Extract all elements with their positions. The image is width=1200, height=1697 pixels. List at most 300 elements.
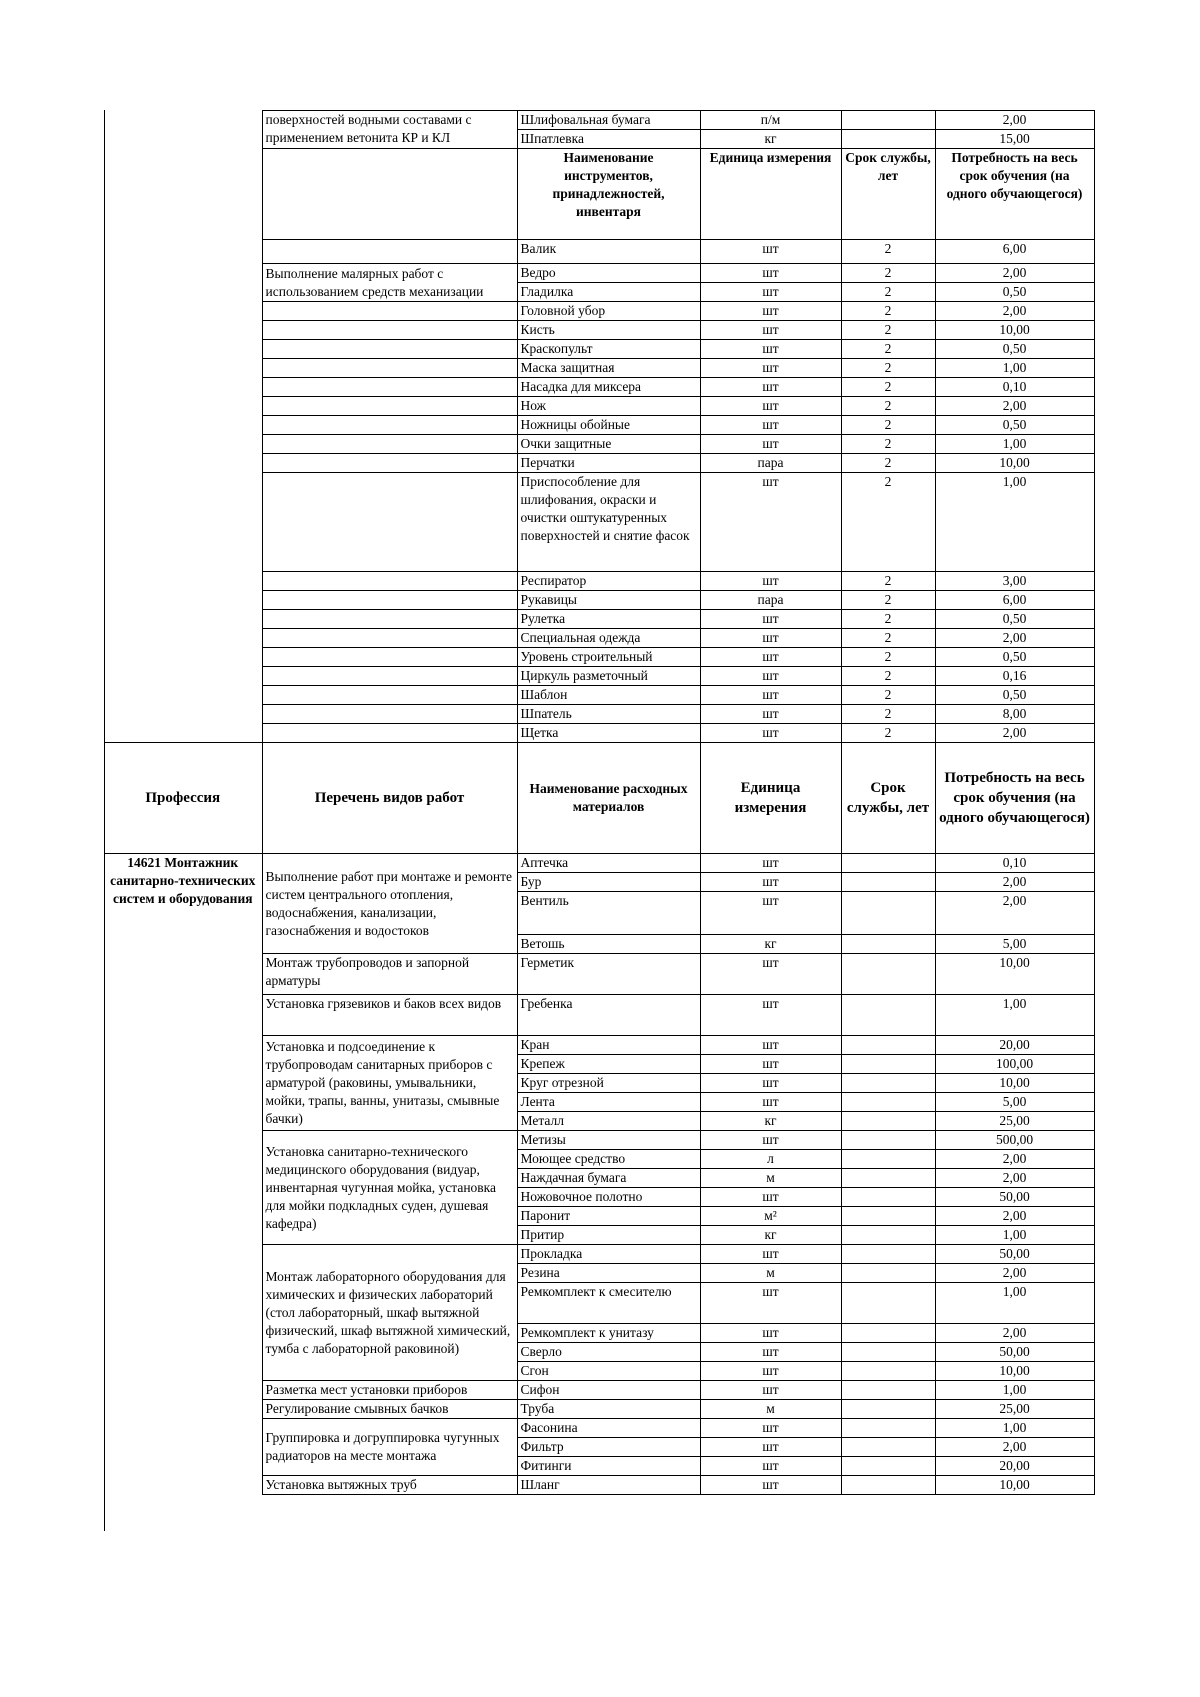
- service-cell: 2: [841, 629, 935, 648]
- work-cell-empty: [262, 686, 517, 705]
- service-cell: 2: [841, 240, 935, 264]
- requirements-table: [104, 110, 1095, 1495]
- unit-cell: шт: [700, 283, 841, 302]
- work-cell-empty: [262, 591, 517, 610]
- service-cell: 2: [841, 610, 935, 629]
- service-cell: 2: [841, 724, 935, 743]
- table-body: [104, 111, 1094, 1495]
- service-cell: 2: [841, 705, 935, 724]
- item-name-cell: Герметик: [517, 954, 700, 995]
- item-name-cell: Ножовочное полотно: [517, 1188, 700, 1207]
- unit-cell: шт: [700, 1362, 841, 1381]
- item-name-cell: Крепеж: [517, 1055, 700, 1074]
- profession-cell-empty: [104, 454, 262, 473]
- work-cell: Выполнение работ при монтаже и ремонте систем центрального отопления, водоснабжения, канализации, газоснабжения и водостоков: [262, 854, 517, 954]
- item-name-cell: Наждачная бумага: [517, 1169, 700, 1188]
- unit-cell: шт: [700, 378, 841, 397]
- unit-cell: шт: [700, 995, 841, 1036]
- unit-cell: пара: [700, 454, 841, 473]
- unit-cell: шт: [700, 397, 841, 416]
- profession-cell-empty: [104, 667, 262, 686]
- item-name-cell: Моющее средство: [517, 1150, 700, 1169]
- service-cell: [841, 1207, 935, 1226]
- service-cell: [841, 873, 935, 892]
- unit-cell: шт: [700, 705, 841, 724]
- need-cell: 1,00: [935, 435, 1094, 454]
- unit-cell: шт: [700, 686, 841, 705]
- item-name-cell: Респиратор: [517, 572, 700, 591]
- tools-header-row: [104, 149, 1094, 240]
- work-cell: Установка грязевиков и баков всех видов: [262, 995, 517, 1036]
- service-cell: [841, 1476, 935, 1495]
- work-cell: Монтаж лабораторного оборудования для химических и физических лабораторий (стол лабораторный, шкаф вытяжной физический, шкаф вытяжной химический, тумба с лабораторной раковиной): [262, 1245, 517, 1381]
- unit-cell: шт: [700, 667, 841, 686]
- unit-cell: пара: [700, 591, 841, 610]
- work-cell-empty: [262, 416, 517, 435]
- item-name-cell: Сгон: [517, 1362, 700, 1381]
- item-name-cell: Лента: [517, 1093, 700, 1112]
- work-cell-empty: [262, 610, 517, 629]
- header-works: Перечень видов работ: [262, 743, 517, 854]
- item-name-cell: Труба: [517, 1400, 700, 1419]
- work-cell: Монтаж трубопроводов и запорной арматуры: [262, 954, 517, 995]
- work-cell: Выполнение малярных работ с использованием средств механизации: [262, 264, 517, 302]
- need-cell: 2,00: [935, 1150, 1094, 1169]
- service-cell: [841, 1245, 935, 1264]
- service-cell: [841, 1188, 935, 1207]
- unit-cell: кг: [700, 130, 841, 149]
- header-unit: Единица измерения: [700, 149, 841, 240]
- need-cell: 2,00: [935, 302, 1094, 321]
- need-cell: 1,00: [935, 1381, 1094, 1400]
- item-name-cell: Металл: [517, 1112, 700, 1131]
- profession-cell-empty: [104, 302, 262, 321]
- work-cell: Группировка и догруппировка чугунных радиаторов на месте монтажа: [262, 1419, 517, 1476]
- unit-cell: п/м: [700, 111, 841, 130]
- item-name-cell: Аптечка: [517, 854, 700, 873]
- need-cell: 2,00: [935, 1169, 1094, 1188]
- header-need: Потребность на весь срок обучения (на одного обучающегося): [935, 149, 1094, 240]
- need-cell: 1,00: [935, 359, 1094, 378]
- table-row: [104, 397, 1094, 416]
- need-cell: 25,00: [935, 1112, 1094, 1131]
- unit-cell: шт: [700, 1036, 841, 1055]
- item-name-cell: Рукавицы: [517, 591, 700, 610]
- item-name-cell: Приспособление для шлифования, окраски и очистки оштукатуренных поверхностей и снятие фасок: [517, 473, 700, 572]
- service-cell: 2: [841, 473, 935, 572]
- item-name-cell: Ножницы обойные: [517, 416, 700, 435]
- item-name-cell: Гребенка: [517, 995, 700, 1036]
- table-row: [104, 648, 1094, 667]
- need-cell: 1,00: [935, 1419, 1094, 1438]
- need-cell: 10,00: [935, 321, 1094, 340]
- work-cell-empty: [262, 473, 517, 572]
- unit-cell: шт: [700, 610, 841, 629]
- table-row: [104, 435, 1094, 454]
- service-cell: [841, 1226, 935, 1245]
- work-cell-empty: [262, 378, 517, 397]
- profession-cell-empty: [104, 359, 262, 378]
- profession-cell-empty: [104, 397, 262, 416]
- work-cell-empty: [262, 454, 517, 473]
- unit-cell: шт: [700, 1476, 841, 1495]
- unit-cell: шт: [700, 892, 841, 935]
- unit-cell: кг: [700, 1112, 841, 1131]
- work-cell-empty: [262, 435, 517, 454]
- item-name-cell: Резина: [517, 1264, 700, 1283]
- need-cell: 0,16: [935, 667, 1094, 686]
- work-cell-empty: [262, 397, 517, 416]
- profession-cell-empty: [104, 572, 262, 591]
- item-name-cell: Сифон: [517, 1381, 700, 1400]
- need-cell: 2,00: [935, 1438, 1094, 1457]
- profession-cell: 14621 Монтажник санитарно-технических систем и оборудования: [110, 855, 256, 906]
- table-row: [104, 473, 1094, 572]
- need-cell: 20,00: [935, 1036, 1094, 1055]
- profession-cell-empty: [104, 416, 262, 435]
- unit-cell: шт: [700, 1343, 841, 1362]
- item-name-cell: Вентиль: [517, 892, 700, 935]
- need-cell: 20,00: [935, 1457, 1094, 1476]
- service-cell: 2: [841, 302, 935, 321]
- need-cell: 2,00: [935, 1207, 1094, 1226]
- need-cell: 2,00: [935, 873, 1094, 892]
- unit-cell: шт: [700, 240, 841, 264]
- unit-cell: шт: [700, 572, 841, 591]
- table-row: [104, 686, 1094, 705]
- table-row: [104, 111, 1094, 130]
- table-row: [104, 302, 1094, 321]
- need-cell: 5,00: [935, 935, 1094, 954]
- service-cell: [841, 1457, 935, 1476]
- service-cell: 2: [841, 283, 935, 302]
- unit-cell: шт: [700, 1245, 841, 1264]
- service-cell: [841, 1438, 935, 1457]
- need-cell: 0,50: [935, 686, 1094, 705]
- work-cell-empty: [262, 572, 517, 591]
- unit-cell: шт: [700, 1438, 841, 1457]
- need-cell: 100,00: [935, 1055, 1094, 1074]
- table-row: [104, 854, 1094, 873]
- need-cell: 10,00: [935, 1362, 1094, 1381]
- service-cell: [841, 1036, 935, 1055]
- work-cell: поверхностей водными составами с применением ветонита КР и КЛ: [262, 111, 517, 149]
- unit-cell: шт: [700, 1131, 841, 1150]
- item-name-cell: Маска защитная: [517, 359, 700, 378]
- service-cell: 2: [841, 340, 935, 359]
- need-cell: 10,00: [935, 1074, 1094, 1093]
- table-row: [104, 591, 1094, 610]
- item-name-cell: Уровень строительный: [517, 648, 700, 667]
- item-name-cell: Фасонина: [517, 1419, 700, 1438]
- work-cell-empty: [262, 667, 517, 686]
- item-name-cell: Насадка для миксера: [517, 378, 700, 397]
- unit-cell: шт: [700, 1093, 841, 1112]
- header-materials: Наименование расходных материалов: [517, 743, 700, 854]
- profession-cell-empty: [104, 321, 262, 340]
- need-cell: 0,50: [935, 340, 1094, 359]
- item-name-cell: Кран: [517, 1036, 700, 1055]
- service-cell: [841, 1264, 935, 1283]
- service-cell: 2: [841, 264, 935, 283]
- item-name-cell: Ремкомплект к смесителю: [517, 1283, 700, 1324]
- table-row: [104, 610, 1094, 629]
- work-cell: Разметка мест установки приборов: [262, 1381, 517, 1400]
- item-name-cell: Специальная одежда: [517, 629, 700, 648]
- need-cell: 0,50: [935, 610, 1094, 629]
- profession-cell-empty: [104, 629, 262, 648]
- header-service: Срок службы, лет: [841, 743, 935, 854]
- profession-cell-empty: [104, 473, 262, 572]
- item-name-cell: Головной убор: [517, 302, 700, 321]
- need-cell: 0,50: [935, 283, 1094, 302]
- service-cell: 2: [841, 667, 935, 686]
- service-cell: [841, 1150, 935, 1169]
- profession-cell-empty: [104, 111, 262, 130]
- item-name-cell: Метизы: [517, 1131, 700, 1150]
- service-cell: 2: [841, 416, 935, 435]
- service-cell: 2: [841, 378, 935, 397]
- need-cell: 2,00: [935, 397, 1094, 416]
- table-row: [104, 454, 1094, 473]
- unit-cell: шт: [700, 435, 841, 454]
- service-cell: 2: [841, 648, 935, 667]
- profession-cell-empty: [104, 686, 262, 705]
- need-cell: 2,00: [935, 264, 1094, 283]
- need-cell: 1,00: [935, 995, 1094, 1036]
- item-name-cell: Шпатлевка: [517, 130, 700, 149]
- service-cell: [841, 995, 935, 1036]
- need-cell: 2,00: [935, 1264, 1094, 1283]
- item-name-cell: Шпатель: [517, 705, 700, 724]
- table-row: [104, 264, 1094, 283]
- item-name-cell: Шлифовальная бумага: [517, 111, 700, 130]
- profession-cell-empty: [104, 130, 262, 149]
- service-cell: [841, 1381, 935, 1400]
- unit-cell: шт: [700, 416, 841, 435]
- item-name-cell: Бур: [517, 873, 700, 892]
- table-row: [104, 629, 1094, 648]
- service-cell: [841, 1074, 935, 1093]
- unit-cell: шт: [700, 854, 841, 873]
- item-name-cell: Фитинги: [517, 1457, 700, 1476]
- service-cell: [841, 1131, 935, 1150]
- item-name-cell: Притир: [517, 1226, 700, 1245]
- service-cell: [841, 1169, 935, 1188]
- profession-cell-empty: [104, 264, 262, 283]
- profession-cell-empty: [104, 591, 262, 610]
- item-name-cell: Круг отрезной: [517, 1074, 700, 1093]
- item-name-cell: Рулетка: [517, 610, 700, 629]
- unit-cell: шт: [700, 724, 841, 743]
- work-cell-empty: [262, 629, 517, 648]
- work-cell: Установка санитарно-технического медицинского оборудования (видуар, инвентарная чугунная мойка, установка для мойки подкладных суден, душевая кафедра): [262, 1131, 517, 1245]
- service-cell: 2: [841, 454, 935, 473]
- service-cell: 2: [841, 321, 935, 340]
- item-name-cell: Краскопульт: [517, 340, 700, 359]
- profession-cell-empty: [104, 283, 262, 302]
- unit-cell: шт: [700, 629, 841, 648]
- profession-cell-empty: [104, 610, 262, 629]
- need-cell: 1,00: [935, 1283, 1094, 1324]
- need-cell: 2,00: [935, 724, 1094, 743]
- need-cell: 0,10: [935, 854, 1094, 873]
- table-row: [104, 667, 1094, 686]
- service-cell: [841, 1055, 935, 1074]
- unit-cell: м: [700, 1169, 841, 1188]
- unit-cell: шт: [700, 1419, 841, 1438]
- item-name-cell: Ветошь: [517, 935, 700, 954]
- service-cell: [841, 1362, 935, 1381]
- work-cell-empty: [262, 359, 517, 378]
- profession-cell-empty: [104, 378, 262, 397]
- table-row: [104, 321, 1094, 340]
- need-cell: 0,50: [935, 648, 1094, 667]
- unit-cell: шт: [700, 873, 841, 892]
- service-cell: [841, 954, 935, 995]
- item-name-cell: Гладилка: [517, 283, 700, 302]
- unit-cell: шт: [700, 1324, 841, 1343]
- work-cell-empty: [262, 340, 517, 359]
- item-name-cell: Нож: [517, 397, 700, 416]
- item-name-cell: Шаблон: [517, 686, 700, 705]
- service-cell: [841, 130, 935, 149]
- need-cell: 10,00: [935, 954, 1094, 995]
- unit-cell: м: [700, 1264, 841, 1283]
- need-cell: 50,00: [935, 1343, 1094, 1362]
- service-cell: [841, 1400, 935, 1419]
- main-header-row: [104, 743, 1094, 854]
- service-cell: 2: [841, 572, 935, 591]
- service-cell: [841, 1343, 935, 1362]
- work-cell-empty: [262, 302, 517, 321]
- unit-cell: шт: [700, 473, 841, 572]
- unit-cell: шт: [700, 321, 841, 340]
- profession-cell-empty: [104, 149, 262, 240]
- profession-cell-empty: [104, 435, 262, 454]
- unit-cell: шт: [700, 359, 841, 378]
- need-cell: 2,00: [935, 111, 1094, 130]
- unit-cell: шт: [700, 648, 841, 667]
- need-cell: 15,00: [935, 130, 1094, 149]
- table-row: [104, 283, 1094, 302]
- need-cell: 0,50: [935, 416, 1094, 435]
- need-cell: 5,00: [935, 1093, 1094, 1112]
- need-cell: 1,00: [935, 473, 1094, 572]
- service-cell: [841, 1112, 935, 1131]
- unit-cell: шт: [700, 954, 841, 995]
- unit-cell: шт: [700, 1457, 841, 1476]
- service-cell: [841, 935, 935, 954]
- work-cell-empty: [262, 705, 517, 724]
- item-name-cell: Перчатки: [517, 454, 700, 473]
- item-name-cell: Кисть: [517, 321, 700, 340]
- item-name-cell: Шланг: [517, 1476, 700, 1495]
- unit-cell: л: [700, 1150, 841, 1169]
- table-row: [104, 724, 1094, 743]
- unit-cell: м²: [700, 1207, 841, 1226]
- work-cell-empty: [262, 648, 517, 667]
- need-cell: 6,00: [935, 591, 1094, 610]
- unit-cell: шт: [700, 264, 841, 283]
- table-row: [104, 378, 1094, 397]
- profession-cell-empty: [104, 705, 262, 724]
- unit-cell: шт: [700, 340, 841, 359]
- table-row: [104, 240, 1094, 264]
- work-cell-empty: [262, 149, 517, 240]
- service-cell: [841, 1093, 935, 1112]
- need-cell: 500,00: [935, 1131, 1094, 1150]
- service-cell: [841, 892, 935, 935]
- service-cell: [841, 111, 935, 130]
- need-cell: 2,00: [935, 892, 1094, 935]
- header-profession: Профессия: [104, 743, 262, 854]
- work-cell-empty: [262, 240, 517, 264]
- table-row: [104, 416, 1094, 435]
- unit-cell: шт: [700, 1055, 841, 1074]
- service-cell: 2: [841, 591, 935, 610]
- item-name-cell: Паронит: [517, 1207, 700, 1226]
- profession-cell-empty: [104, 648, 262, 667]
- service-cell: [841, 1419, 935, 1438]
- need-cell: 25,00: [935, 1400, 1094, 1419]
- item-name-cell: Циркуль разметочный: [517, 667, 700, 686]
- table-row: [104, 572, 1094, 591]
- service-cell: [841, 854, 935, 873]
- need-cell: 2,00: [935, 1324, 1094, 1343]
- work-cell: Установка вытяжных труб: [262, 1476, 517, 1495]
- service-cell: 2: [841, 686, 935, 705]
- unit-cell: кг: [700, 935, 841, 954]
- item-name-cell: Валик: [517, 240, 700, 264]
- unit-cell: м: [700, 1400, 841, 1419]
- unit-cell: кг: [700, 1226, 841, 1245]
- need-cell: 2,00: [935, 629, 1094, 648]
- header-tools-name: Наименование инструментов, принадлежностей, инвентаря: [517, 149, 700, 240]
- table-row: [104, 705, 1094, 724]
- need-cell: 50,00: [935, 1245, 1094, 1264]
- service-cell: [841, 1324, 935, 1343]
- work-cell: Регулирование смывных бачков: [262, 1400, 517, 1419]
- header-unit: Единица измерения: [700, 743, 841, 854]
- unit-cell: шт: [700, 302, 841, 321]
- table-row: [104, 359, 1094, 378]
- need-cell: 50,00: [935, 1188, 1094, 1207]
- unit-cell: шт: [700, 1381, 841, 1400]
- need-cell: 0,10: [935, 378, 1094, 397]
- need-cell: 8,00: [935, 705, 1094, 724]
- service-cell: 2: [841, 397, 935, 416]
- service-cell: 2: [841, 359, 935, 378]
- need-cell: 6,00: [935, 240, 1094, 264]
- unit-cell: шт: [700, 1283, 841, 1324]
- header-need: Потребность на весь срок обучения (на одного обучающегося): [935, 743, 1094, 854]
- table-row: [104, 340, 1094, 359]
- profession-cell-empty: [104, 724, 262, 743]
- work-cell-empty: [262, 724, 517, 743]
- item-name-cell: Ремкомплект к унитазу: [517, 1324, 700, 1343]
- header-service: Срок службы, лет: [841, 149, 935, 240]
- need-cell: 10,00: [935, 454, 1094, 473]
- item-name-cell: Щетка: [517, 724, 700, 743]
- need-cell: 10,00: [935, 1476, 1094, 1495]
- need-cell: 3,00: [935, 572, 1094, 591]
- service-cell: [841, 1283, 935, 1324]
- table-row: [104, 130, 1094, 149]
- profession-cell-empty: [104, 340, 262, 359]
- work-cell: Установка и подсоединение к трубопроводам санитарных приборов с арматурой (раковины, умывальники, мойки, трапы, ванны, унитазы, смывные бачки): [262, 1036, 517, 1131]
- item-name-cell: Ведро: [517, 264, 700, 283]
